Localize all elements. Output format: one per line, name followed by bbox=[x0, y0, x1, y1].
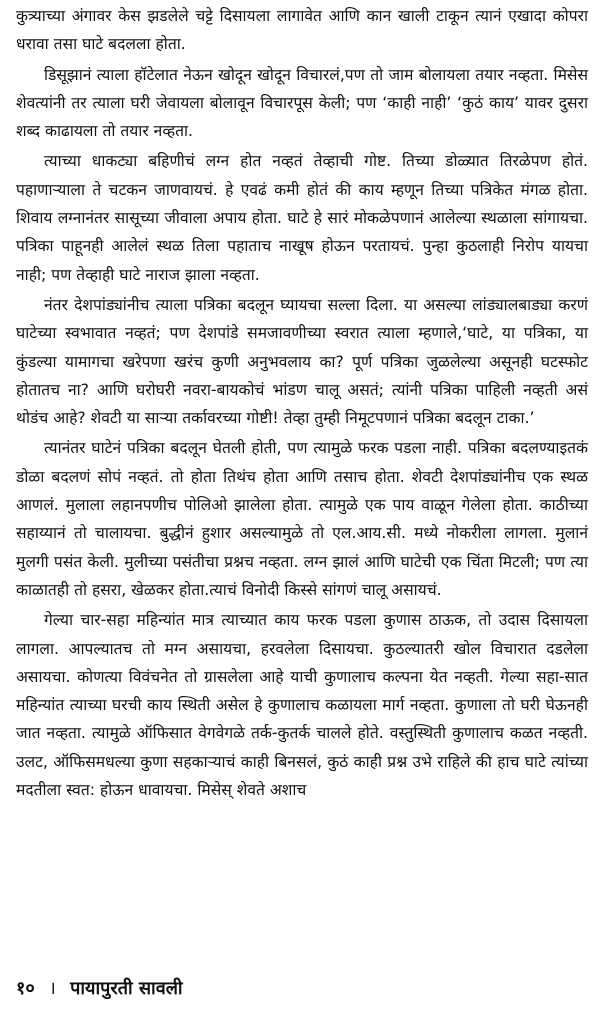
footer-separator: । bbox=[49, 978, 56, 999]
page-number: १० bbox=[16, 978, 35, 999]
page-footer bbox=[16, 976, 183, 1002]
paragraph-5: त्यानंतर घाटेनं पत्रिका बदलून घेतली होती, पण त्यामुळे फरक पडला नाही. पत्रिका बदलण्याइतकं डोळा बदलणं सोपं नव्हतं. तो होता तिथंच होता आणि तसाच होता. शेवटी देशपांड्यांनीच एक स्थळ आणलं. मुलाला लहानपणीच पोलिओ झालेला होता. त्यामुळे एक पाय वाळून गेलेला होता. काठीच्या सहाय्यानं तो चालायचा. बुद्धीनं हुशार असल्यामुळे तो एल.आय.सी. मध्ये नोकरीला लागला. मुलानं मुलगी पसंत केली. मुलीच्या पसंतीचा प्रश्नच नव्हता. लग्न झालं आणि घाटेची एक चिंता मिटली; पण त्या काळातही तो हसरा, खेळकर होता.त्याचं विनोदी किस्से सांगणं चालू असायचं. bbox=[16, 439, 588, 599]
paragraph-4: नंतर देशपांड्यांनीच त्याला पत्रिका बदलून घ्यायचा सल्ला दिला. या असल्या लांड्यालबाड्या करणं घाटेच्या स्वभावात नव्हतं; पण देशपांडे समजावणीच्या स्वरात त्याला म्हणाले,‘घाटे, या पत्रिका, या कुंडल्या यामागचा खरेपणा खरंच कुणी अनुभवलाय का? पूर्ण पत्रिका जुळलेल्या असूनही घटस्फोट होतातच ना? आणि घरोघरी नवरा-बायकोचं भांडण चालू असतं; त्यांनी पत्रिका पाहिली नव्हती असं थोडंच आहे? शेवटी या साऱ्या तर्कावरच्या गोष्टी! तेव्हा तुम्ही निमूटपणानं पत्रिका बदलून टाका.’ bbox=[16, 295, 588, 428]
paragraph-3: त्याच्या धाकट्या बहिणीचं लग्न होत नव्हतं तेव्हाची गोष्ट. तिच्या डोळ्यात तिरळेपण होतं. पहाणाऱ्याला ते चटकन जाणवायचं. हे एवढं कमी होतं की काय म्हणून तिच्या पत्रिकेत मंगळ होता. शिवाय लग्नानंतर सासूच्या जीवाला अपाय होता. घाटे हे सारं मोकळेपणानं आलेल्या स्थळाला सांगायचा. पत्रिका पाहूनही आलेलं स्थळ तिला पहाताच नाखूष होऊन परतायचं. पुन्हा कुठलाही निरोप यायचा नाही; पण तेव्हाही घाटे नाराज झाला नव्हता. bbox=[16, 152, 588, 284]
book-title: पायापुरती सावली bbox=[70, 978, 183, 999]
paragraph-2: डिसूझानं त्याला हॉटेलात नेऊन खोदून खोदून विचारलं,पण तो जाम बोलायला तयार नव्हता. मिसेस शेवत्यांनी तर त्याला घरी जेवायला बोलावून विचारपूस केली; पण ‘काही नाही’ ‘कुठं काय’ यावर दुसरा शब्द काढायला तो तयार नव्हता. bbox=[16, 65, 588, 141]
paragraph-1: कुत्र्याच्या अंगावर केस झडलेले चट्टे दिसायला लागावेत आणि कान खाली टाकून त्यानं एखादा कोपरा धरावा तसा घाटे बदलला होता. bbox=[16, 7, 588, 54]
paragraph-6: गेल्या चार-सहा महिन्यांत मात्र त्याच्यात काय फरक पडला कुणास ठाऊक, तो उदास दिसायला लागला. आपल्यातच तो मग्न असायचा, हरवलेला दिसायचा. कुठल्यातरी खोल विचारात दडलेला असायचा. कोणत्या विवंचनेत तो ग्रासलेला आहे याची कुणालाच कल्पना येत नव्हती. गेल्या सहा-सात महिन्यांत त्याच्या घरची काय स्थिती असेल हे कुणालाच कळायला मार्ग नव्हता. कुणाला तो घरी घेऊनही जात नव्हता. त्यामुळे ऑफिसात वेगवेगळे तर्क-कुतर्क चालले होते. वस्तुस्थिती कुणालाच कळत नव्हती. उलट, ऑफिसमधल्या कुणा सहकाऱ्याचं काही बिनसलं, कुठं काही प्रश्न उभे राहिले की हाच घाटे त्यांच्या मदतीला स्वत: होऊन धावायचा. मिसेस् शेवते अशाच bbox=[16, 611, 588, 800]
